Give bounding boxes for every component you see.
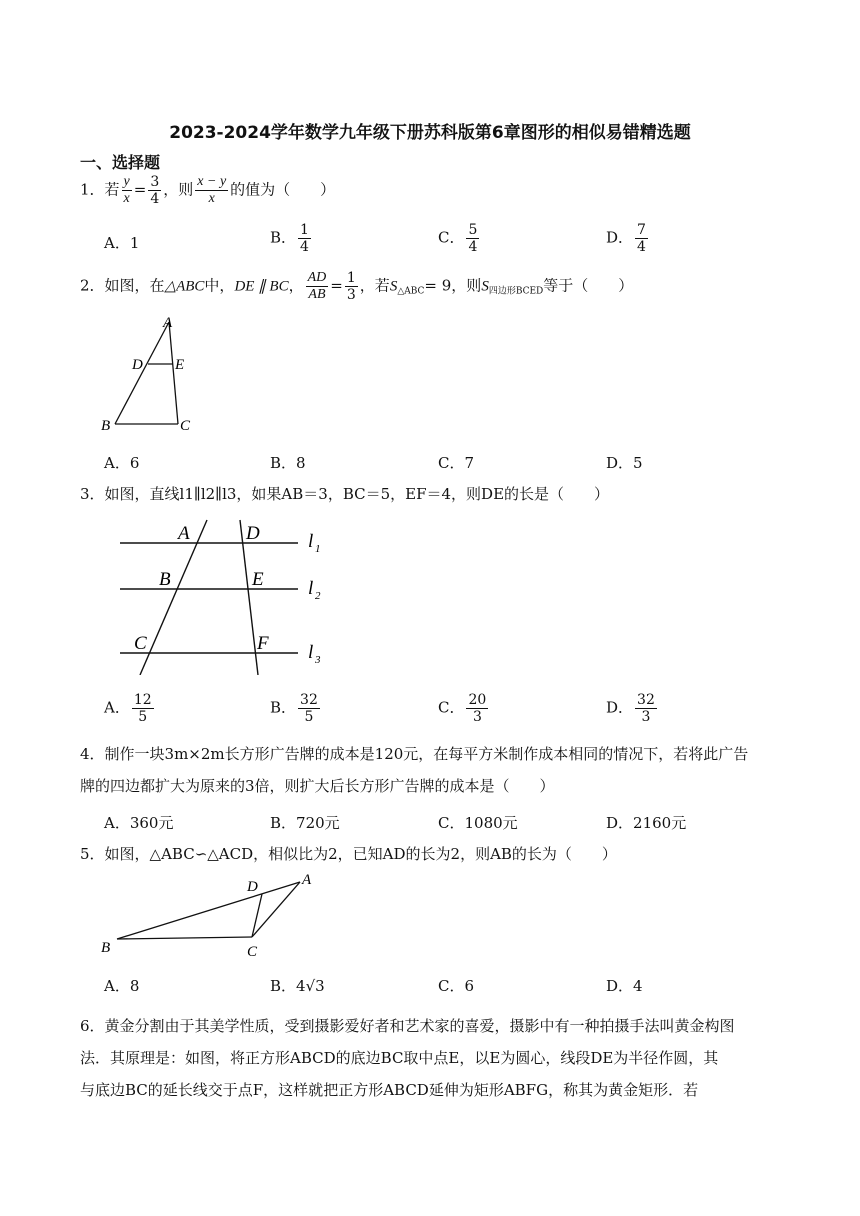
q2-f1-num: AD <box>307 270 327 285</box>
q3-label-c: C <box>134 633 147 654</box>
q2-fraction-ad-ab <box>306 270 329 303</box>
q1-suffix: 的值为（ ） <box>230 180 336 199</box>
q2-s1-sub: △ABC <box>397 286 425 297</box>
q2-equals: = <box>330 276 343 295</box>
option-text: 5 <box>633 454 643 472</box>
q3-label-l3-sub: 3 <box>315 654 321 666</box>
option-text: 6 <box>464 977 475 995</box>
option-label: C． <box>438 228 465 247</box>
q4-option-a[interactable] <box>104 812 173 833</box>
q2-label-d: D <box>132 357 143 373</box>
option-den: 3 <box>472 709 482 725</box>
option-den: 4 <box>468 239 478 255</box>
q2-option-a[interactable] <box>104 452 139 473</box>
question-3-stem: 3．如图，直线l1∥l2∥l3，如果AB＝3，BC＝5，EF＝4，则DE的长是（ ） <box>80 485 610 503</box>
option-label: B． <box>270 814 297 832</box>
q3-option-b[interactable] <box>270 692 322 725</box>
q1-mid: ，则 <box>163 180 194 199</box>
option-label: A． <box>104 454 130 472</box>
option-text: 4 <box>633 977 643 995</box>
q3-option-c[interactable] <box>438 692 490 725</box>
option-text: 8 <box>296 454 306 472</box>
question-2-stem <box>80 270 633 303</box>
q5-label-c: C <box>247 944 258 960</box>
q3-label-b: B <box>159 569 171 590</box>
option-label: D． <box>606 814 634 832</box>
option-text: 4√3 <box>296 977 325 995</box>
option-label: A． <box>104 234 130 252</box>
option-num: 32 <box>637 692 655 708</box>
q3-label-l2: l <box>308 578 314 599</box>
option-den: 4 <box>300 239 309 255</box>
option-text: 2160元 <box>633 814 687 832</box>
q2-t4: ，则 <box>451 276 482 295</box>
option-text: 360元 <box>129 814 174 832</box>
q5-option-c[interactable] <box>438 975 474 996</box>
option-label: D． <box>606 977 634 995</box>
q5-option-b[interactable] <box>270 975 325 996</box>
q1-option-b[interactable] <box>270 222 313 255</box>
option-num: 20 <box>468 692 487 708</box>
q3-label-f: F <box>257 633 269 654</box>
q2-label-c: C <box>180 418 191 434</box>
q2-s2-sub: 四边形BCED <box>488 286 544 297</box>
option-label: A． <box>104 977 130 995</box>
q3-label-l3: l <box>308 642 314 663</box>
q5-label-a: A <box>302 872 312 888</box>
option-label: B． <box>270 977 297 995</box>
option-num: 1 <box>300 222 309 238</box>
option-text: 7 <box>464 454 475 472</box>
option-label: A． <box>104 814 130 832</box>
q1-equals: = <box>133 180 147 199</box>
question-6-line-1: 6．黄金分割由于其美学性质，受到摄影爱好者和艺术家的喜爱，摄影中有一种拍摄手法叫黄金构图 <box>80 1017 735 1035</box>
question-4-line-2: 牌的四边都扩大为原来的3倍，则扩大后长方形广告牌的成本是（ ） <box>80 777 555 795</box>
q3-label-l1: l <box>308 531 314 552</box>
q1-f1-num: y <box>123 174 130 189</box>
q4-option-c[interactable] <box>438 812 518 833</box>
option-text: 1080元 <box>464 814 518 832</box>
q1-option-a[interactable] <box>104 232 139 253</box>
q1-f1-den: x <box>123 191 130 206</box>
q1-f2-den: 4 <box>150 191 160 207</box>
q2-option-b[interactable] <box>270 452 306 473</box>
option-text: 6 <box>129 454 140 472</box>
option-den: 3 <box>641 709 651 725</box>
q3-label-d: D <box>246 523 260 544</box>
q2-f2-num: 1 <box>346 270 356 286</box>
q2-t3: ，若 <box>359 276 390 295</box>
q2-triangle-figure <box>95 310 205 438</box>
option-label: C． <box>438 698 465 717</box>
q3-option-d[interactable] <box>606 692 659 725</box>
q3-label-l2-sub: 2 <box>315 590 321 602</box>
option-den: 5 <box>304 709 314 725</box>
option-num: 32 <box>300 692 318 708</box>
q1-fraction-y-x <box>122 174 132 207</box>
option-label: C． <box>438 454 465 472</box>
option-label: B． <box>270 698 297 717</box>
option-label: B． <box>270 228 297 247</box>
option-text: 720元 <box>296 814 340 832</box>
q1-fraction-x-minus-y <box>195 174 228 207</box>
option-label: D． <box>606 454 634 472</box>
q2-option-c[interactable] <box>438 452 474 473</box>
q5-option-a[interactable] <box>104 975 139 996</box>
option-label: B． <box>270 454 297 472</box>
q2-fraction-1-3 <box>345 270 358 303</box>
q2-f2-den: 3 <box>346 287 356 303</box>
q2-f1-den: AB <box>308 287 326 302</box>
q2-triangle: △ABC <box>164 278 205 295</box>
q4-option-d[interactable] <box>606 812 686 833</box>
option-num: 5 <box>468 222 478 238</box>
q1-fraction-3-4 <box>148 174 161 207</box>
option-text: 1 <box>129 234 140 252</box>
q5-option-d[interactable] <box>606 975 643 996</box>
q3-option-a[interactable] <box>104 692 156 725</box>
q2-label-e: E <box>175 357 185 373</box>
q4-option-b[interactable] <box>270 812 340 833</box>
q2-suffix: 等于（ ） <box>543 276 634 295</box>
option-num: 12 <box>133 692 152 708</box>
q1-f2-num: 3 <box>150 174 160 190</box>
q2-t2: ， <box>288 276 304 295</box>
q2-parallel: DE ∥ BC <box>234 278 289 295</box>
question-6-line-3: 与底边BC的延长线交于点F，这样就把正方形ABCD延伸为矩形ABFG，称其为黄金矩形．若 <box>80 1081 699 1099</box>
option-den: 4 <box>637 239 646 255</box>
q2-option-d[interactable] <box>606 452 643 473</box>
q1-prefix: 1．若 <box>80 180 120 199</box>
q5-label-d: D <box>247 879 258 895</box>
option-label: C． <box>438 977 465 995</box>
q3-parallel-lines-figure <box>112 515 332 675</box>
q1-f3-num: x − y <box>197 174 227 189</box>
option-den: 5 <box>138 709 148 725</box>
q2-s1-val: = 9 <box>424 276 452 295</box>
q1-option-c[interactable] <box>438 222 481 255</box>
question-1-stem <box>80 174 335 207</box>
q2-label-a: A <box>163 315 173 331</box>
q3-label-a: A <box>178 523 190 544</box>
question-6-line-2: 法．其原理是：如图，将正方形ABCD的底边BC取中点E，以E为圆心，线段DE为半径作圆，其 <box>80 1049 719 1067</box>
question-4-line-1: 4．制作一块3m×2m长方形广告牌的成本是120元，在每平方米制作成本相同的情况下，若将此广告 <box>80 745 749 763</box>
option-label: C． <box>438 814 465 832</box>
q2-s2: S <box>481 278 489 295</box>
q5-label-b: B <box>101 940 111 956</box>
q2-prefix: 2．如图，在 <box>80 276 165 295</box>
question-5-stem: 5．如图，△ABC∽△ACD，相似比为2，已知AD的长为2，则AB的长为（ ） <box>80 845 617 863</box>
q2-label-b: B <box>101 418 111 434</box>
q1-f3-den: x <box>208 191 215 206</box>
section-heading: 一、选择题 <box>80 153 161 172</box>
option-label: D． <box>606 228 634 247</box>
q3-label-e: E <box>252 569 264 590</box>
option-text: 8 <box>129 977 140 995</box>
option-label: A． <box>104 698 130 717</box>
q2-s1: S <box>389 278 398 295</box>
q5-triangle-figure <box>95 868 325 960</box>
page-title: 2023-2024学年数学九年级下册苏科版第6章图形的相似易错精选题 <box>169 123 691 143</box>
q3-label-l1-sub: 1 <box>315 543 321 555</box>
option-label: D． <box>606 698 634 717</box>
q2-t1: 中， <box>204 276 235 295</box>
option-num: 7 <box>637 222 646 238</box>
q1-option-d[interactable] <box>606 222 650 255</box>
